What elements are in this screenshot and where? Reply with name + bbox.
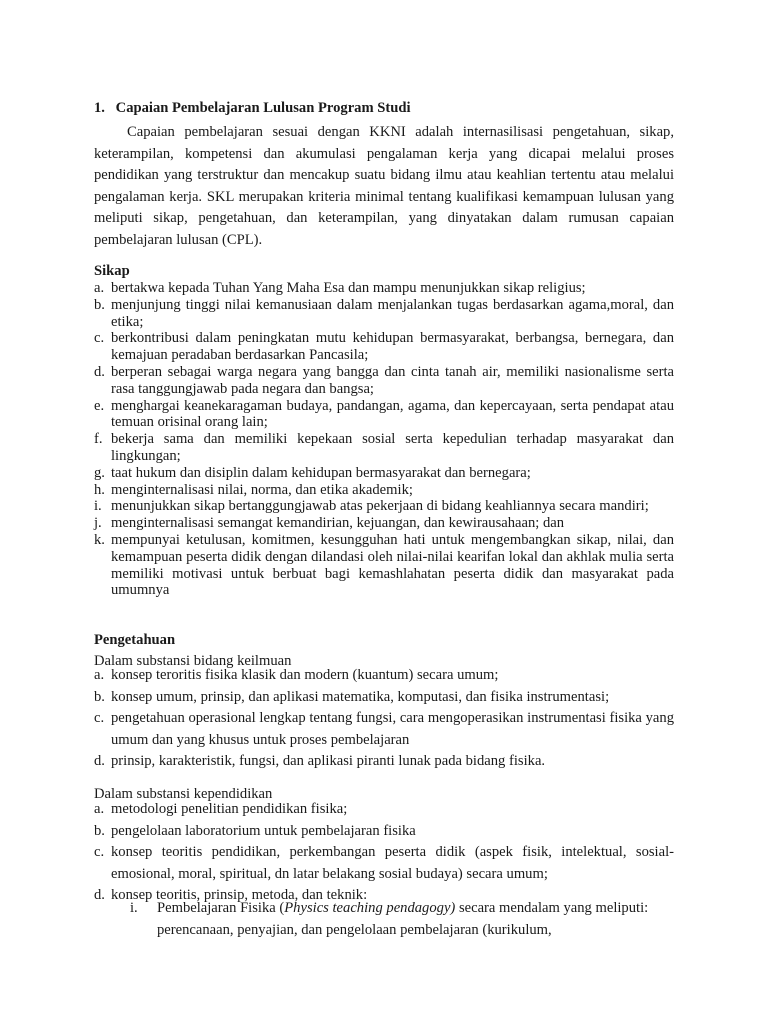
list-item-text: metodologi penelitian pendidikan fisika; [111,801,348,817]
list-item-text: bekerja sama dan memiliki kepekaan sosial serta kepedulian terhadap masyarakat dan lingkungan; [111,431,674,464]
kependidikan-subtitle: Dalam substansi kependidikan [94,786,273,802]
list-item [94,532,674,599]
section-title: Capaian Pembelajaran Lulusan Program Studi [115,100,411,116]
pengetahuan-subtitle: Dalam substansi bidang keilmuan [94,653,292,669]
list-marker: f. [94,431,103,448]
list-marker: i. [94,498,102,515]
list-item [94,330,674,364]
list-marker: a. [94,801,105,817]
list-item-text: pengetahuan operasional lengkap tentang fungsi, cara mengoperasikan instrumentasi fisika yang umum dan yang khusus untuk proses pembelajaran [111,710,674,748]
subitem-italic-text: Physics teaching pendagogy) [284,900,456,916]
list-marker: h. [94,481,105,498]
list-item-text: mempunyai ketulusan, komitmen, kesungguhan hati untuk mengembangkan sikap, nilai, dan kemampuan peserta didik dengan dilandasi oleh nilai-nilai kearifan lokal dan akhlak mulia serta memiliki motivasi untuk berbuat bagi kemashlahatan peserta didik dan masyarakat pada umumnya [111,531,674,599]
list-item [94,364,674,398]
list-item-text: menginternalisasi nilai, norma, dan etika akademik; [111,481,413,498]
list-item-text: konsep teroritis fisika klasik dan modern (kuantum) secara umum; [111,667,499,683]
list-item-text: menginternalisasi semangat kemandirian, kejuangan, dan kewirausahaan; dan [111,515,565,532]
list-item [94,751,674,773]
pengetahuan-title: Pengetahuan [94,632,176,648]
list-item-text: berkontribusi dalam peningkatan mutu kehidupan bermasyarakat, berbangsa, bernegara, dan kemajuan peradaban berdasarkan Pancasila; [111,330,674,364]
intro-paragraph: Capaian pembelajaran sesuai dengan KKNI adalah internasilisasi pengetahuan, sikap, keterampilan, kompetensi dan akumulasi pengalaman kerja yang dicapai melalui proses pendidikan yang terstruktur dan mencakup suatu bidang ilmu atau keahlian tertentu atau melalui pengalaman kerja. SKL merupakan kriteria minimal tentang kualifikasi kemampuan lulusan yang meliputi sikap, pengetahuan, dan keterampilan, yang dinyatakan dalam rumusan capaian pembelajaran lulusan (CPL). [94,124,674,248]
sikap-list [94,280,674,599]
list-marker: e. [94,397,105,414]
list-item [94,431,674,465]
list-marker: d. [94,753,105,770]
list-marker: c. [94,330,105,347]
list-marker: c. [94,710,105,727]
list-item [94,665,674,687]
list-marker: b. [94,296,105,313]
list-item-text: menunjukkan sikap bertanggungjawab atas pekerjaan di bidang keahliannya secara mandiri; [111,498,649,515]
list-item [94,398,674,432]
pengetahuan-list [94,665,674,773]
list-item-text: pengelolaan laboratorium untuk pembelajaran fisika [111,822,416,839]
list-item [94,498,674,515]
list-item [94,465,674,482]
list-item-text: taat hukum dan disiplin dalam kehidupan bermasyarakat dan bernegara; [111,464,531,481]
list-marker: c. [94,844,105,860]
list-item-text: menjunjung tinggi nilai kemanusiaan dalam menjalankan tugas berdasarkan agama,moral, dan etika; [111,296,674,330]
list-item [94,842,674,885]
kependidikan-list [94,799,674,907]
list-item [94,515,674,532]
subitem-text-after: secara mendalam yang meliputi: perencanaan, penyajian, dan pengelolaan pembelajaran (kurikulum, [157,900,649,938]
list-item [94,280,674,297]
subitem-text-before: Pembelajaran Fisika ( [157,900,285,916]
list-item [94,708,674,751]
list-item-text: konsep umum, prinsip, dan aplikasi matematika, komputasi, dan fisika instrumentasi; [111,688,610,705]
list-item [130,898,660,941]
list-marker: d. [94,887,105,903]
list-marker: j. [94,515,102,532]
list-item-text: konsep teoritis pendidikan, perkembangan peserta didik (aspek fisik, intelektual, sosial-emosional, moral, spiritual, dn latar belakang sosial budaya) secara umum; [111,844,674,882]
list-marker: g. [94,464,105,481]
list-item-text: menghargai keanekaragaman budaya, pandangan, agama, dan kepercayaan, serta pendapat atau temuan orisinal orang lain; [111,397,674,431]
list-marker: a. [94,667,105,683]
kependidikan-subitem-list [130,898,660,941]
list-marker: i. [130,900,138,916]
list-item [94,687,674,709]
section-number: 1. [94,100,105,116]
list-item [94,297,674,331]
list-item-text: berperan sebagai warga negara yang bangga dan cinta tanah air, memiliki nasionalisme serta rasa tanggungjawab pada negara dan bangsa; [111,363,674,397]
list-marker: a. [94,280,105,296]
list-item-text: konsep teoritis, prinsip, metoda, dan teknik: [111,887,368,903]
list-marker: b. [94,688,105,705]
list-marker: b. [94,822,105,839]
list-item-text: prinsip, karakteristik, fungsi, dan aplikasi piranti lunak pada bidang fisika. [111,753,546,770]
list-marker: d. [94,363,105,380]
list-item [94,482,674,499]
list-item [94,821,674,843]
list-marker: k. [94,531,105,548]
sikap-title: Sikap [94,263,130,279]
section-heading [94,100,411,117]
list-item [94,799,674,821]
list-item-text: bertakwa kepada Tuhan Yang Maha Esa dan mampu menunjukkan sikap religius; [111,280,586,296]
